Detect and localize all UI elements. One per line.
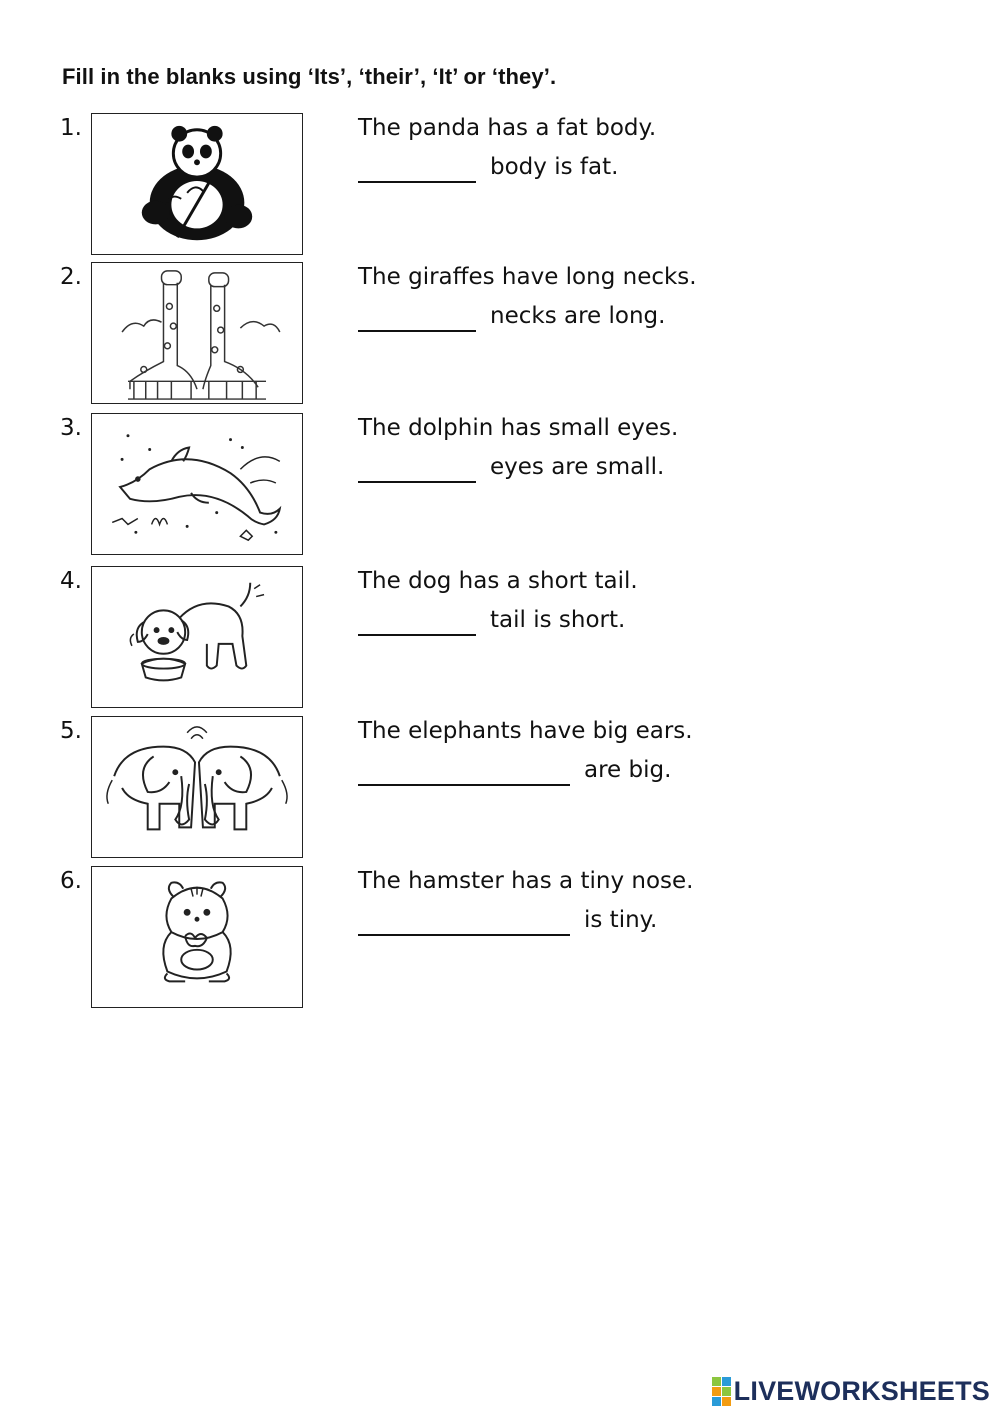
exercise-sentence: The dog has a short tail. — [358, 568, 638, 594]
dolphin-picture — [91, 413, 303, 555]
answer-blank[interactable] — [358, 153, 476, 183]
sentence-ending: eyes are small. — [490, 454, 665, 480]
exercise-number: 5. — [60, 718, 82, 744]
logo-mark-icon — [712, 1377, 731, 1406]
exercise-3 — [0, 413, 1000, 559]
liveworksheets-logo[interactable] — [712, 1376, 990, 1407]
exercise-6 — [0, 866, 1000, 1012]
exercise-sentence: The panda has a fat body. — [358, 115, 657, 141]
answer-line — [358, 906, 657, 936]
answer-blank[interactable] — [358, 606, 476, 636]
exercise-2 — [0, 262, 1000, 408]
elephants-picture — [91, 716, 303, 858]
exercise-number: 3. — [60, 415, 82, 441]
exercise-sentence: The dolphin has small eyes. — [358, 415, 679, 441]
sentence-ending: necks are long. — [490, 303, 666, 329]
sentence-ending: body is fat. — [490, 154, 619, 180]
answer-line — [358, 453, 664, 483]
answer-line — [358, 756, 671, 786]
dog-illustration — [92, 567, 302, 707]
hamster-illustration — [92, 867, 302, 1007]
exercise-4 — [0, 566, 1000, 712]
exercise-number: 4. — [60, 568, 82, 594]
answer-blank[interactable] — [358, 302, 476, 332]
exercise-sentence: The hamster has a tiny nose. — [358, 868, 694, 894]
dolphin-illustration — [92, 414, 302, 554]
panda-illustration — [92, 114, 302, 254]
panda-picture — [91, 113, 303, 255]
elephants-illustration — [92, 717, 302, 857]
sentence-ending: tail is short. — [490, 607, 626, 633]
answer-blank[interactable] — [358, 453, 476, 483]
answer-line — [358, 302, 665, 332]
exercise-5 — [0, 716, 1000, 862]
logo-text: LIVEWORKSHEETS — [733, 1376, 990, 1406]
exercise-1 — [0, 113, 1000, 259]
answer-blank[interactable] — [358, 756, 570, 786]
giraffes-illustration — [92, 263, 302, 403]
exercise-number: 2. — [60, 264, 82, 290]
answer-blank[interactable] — [358, 906, 570, 936]
exercise-sentence: The giraffes have long necks. — [358, 264, 697, 290]
dog-picture — [91, 566, 303, 708]
exercise-number: 6. — [60, 868, 82, 894]
sentence-ending: are big. — [584, 757, 672, 783]
answer-line — [358, 153, 618, 183]
giraffes-picture — [91, 262, 303, 404]
hamster-picture — [91, 866, 303, 1008]
exercise-number: 1. — [60, 115, 82, 141]
exercise-sentence: The elephants have big ears. — [358, 718, 693, 744]
instructions-heading: Fill in the blanks using ‘Its’, ‘their’, ‘It’ or ‘they’. — [62, 64, 557, 89]
sentence-ending: is tiny. — [584, 907, 658, 933]
answer-line — [358, 606, 625, 636]
